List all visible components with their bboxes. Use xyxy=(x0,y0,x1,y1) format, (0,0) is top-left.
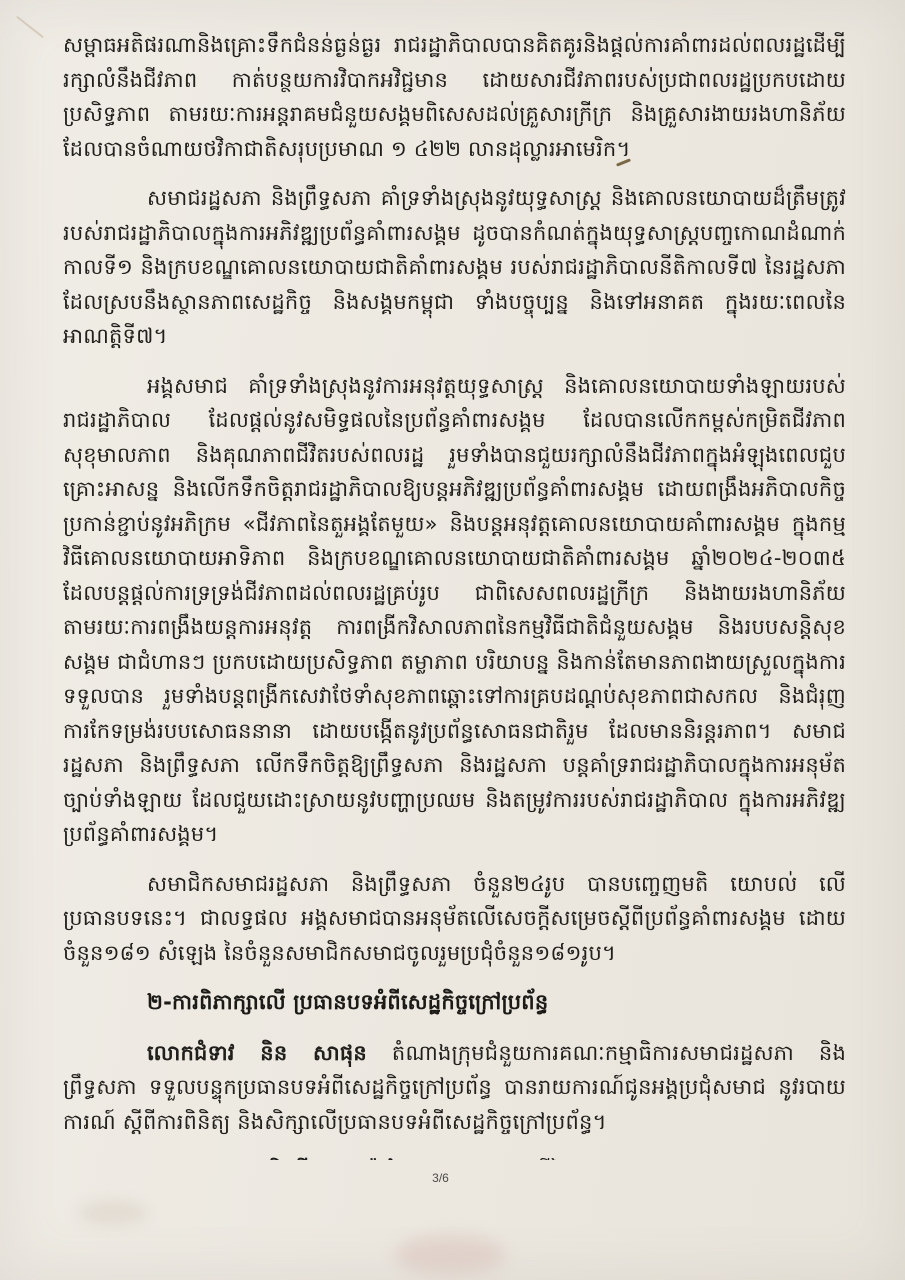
document-body xyxy=(63,28,846,1160)
paragraph-congress-support: អង្គសមាជ គាំទ្រទាំងស្រុងនូវការអនុវត្តយុទ្ធសាស្ត្រ និងគោលនយោបាយទាំងឡាយរបស់រាជរដ្ឋាភិបាល ដែលផ្តល់នូវសមិទ្ធផលនៃប្រព័ន្ធគាំពារសង្គម ដែលបានលើកកម្ពស់កម្រិតជីវភាព សុខុមាលភាព និងគុណភាពជីវិតរបស់ពលរដ្ឋ រួមទាំងបានជួយរក្សាលំនឹងជីវភាពក្នុងអំឡុងពេលជួបគ្រោះអាសន្ន និងលើកទឹកចិត្តរាជរដ្ឋាភិបាលឱ្យបន្តអភិវឌ្ឍប្រព័ន្ធគាំពារសង្គម ដោយពង្រឹងអភិបាលកិច្ច ប្រកាន់ខ្ជាប់នូវអភិក្រម «ជីវភាពនៃតួអង្គតែមួយ» និងបន្តអនុវត្តគោលនយោបាយគាំពារសង្គម ក្នុងកម្មវិធីគោលនយោបាយអាទិភាព និងក្របខណ្ឌគោលនយោបាយជាតិគាំពារសង្គម ឆ្នាំ២០២៤-២០៣៥ ដែលបន្តផ្តល់ការទ្រទ្រង់ជីវភាពដល់ពលរដ្ឋគ្រប់រូប ជាពិសេសពលរដ្ឋក្រីក្រ និងងាយរងហានិភ័យ តាមរយៈការពង្រឹងយន្តការអនុវត្ត ការពង្រីកវិសាលភាពនៃកម្មវិធីជាតិជំនួយសង្គម និងរបបសន្តិសុខសង្គម ជាជំហានៗ ប្រកបដោយប្រសិទ្ធភាព តម្លាភាព បរិយាបន្ន និងកាន់តែមានភាពងាយស្រួលក្នុងការទទួលបាន រួមទាំងបន្តពង្រីកសេវាថែទាំសុខភាពឆ្ពោះទៅការគ្របដណ្តប់សុខភាពជាសកល និងជំរុញការកែទម្រង់របបសោធននានា ដោយបង្កើតនូវប្រព័ន្ធសោធនជាតិរួម ដែលមាននិរន្តរភាព។ សមាជរដ្ឋសភា និងព្រឹទ្ធសភា លើកទឹកចិត្តឱ្យព្រឹទ្ធសភា និងរដ្ឋសភា បន្តគាំទ្ររាជរដ្ឋាភិបាលក្នុងការអនុម័តច្បាប់ទាំងឡាយ ដែលជួយដោះស្រាយនូវបញ្ហាប្រឈម និងតម្រូវការរបស់រាជរដ្ឋាភិបាល ក្នុងការអភិវឌ្ឍប្រព័ន្ធគាំពារសង្គម។ xyxy=(63,373,846,846)
scan-smudge-artifact xyxy=(395,1235,505,1275)
paragraph-rapporteur xyxy=(63,1036,846,1140)
speaker-name-prime-minister xyxy=(147,1159,433,1160)
paragraph-strategy-support: សមាជរដ្ឋសភា និងព្រឹទ្ធសភា គាំទ្រទាំងស្រុងនូវយុទ្ធសាស្ត្រ និងគោលនយោបាយដ៏ត្រឹមត្រូវរបស់រាជរដ្ឋាភិបាលក្នុងការអភិវឌ្ឍប្រព័ន្ធគាំពារសង្គម ដូចបានកំណត់ក្នុងយុទ្ធសាស្ត្របញ្ចកោណដំណាក់កាលទី១ និងក្របខណ្ឌគោលនយោបាយជាតិគាំពារសង្គម របស់រាជរដ្ឋាភិបាលនីតិកាលទី៧ នៃរដ្ឋសភា ដែលស្របនឹងស្ថានភាពសេដ្ឋកិច្ច និងសង្គមកម្ពុជា ទាំងបច្ចុប្បន្ន និងទៅអនាគត ក្នុងរយៈពេលនៃអាណត្តិទី៧។ xyxy=(63,186,846,348)
scan-smudge-artifact xyxy=(78,1200,148,1226)
paragraph-rapporteur-text: តំណាងក្រុមជំនួយការគណៈកម្មាធិការសមាជរដ្ឋសភា និងព្រឹទ្ធសភា ទទួលបន្ទុកប្រធានបទអំពីសេដ្ឋកិច្ចក្រៅប្រព័ន្ធ បានរាយការណ៍ជូនអង្គប្រជុំសមាជ នូវរបាយការណ៍ ស្តីពីការពិនិត្យ និងសិក្សាលើប្រធានបទអំពីសេដ្ឋកិច្ចក្រៅប្រព័ន្ធ។ xyxy=(63,1040,846,1134)
page-footer xyxy=(0,1171,905,1185)
scan-scratch-artifact xyxy=(16,16,44,39)
section-heading-informal-economy: ២-ការពិភាក្សាលើ ប្រធានបទអំពីសេដ្ឋកិច្ចក្រៅប្រព័ន្ធ xyxy=(147,990,549,1014)
speaker-name-rapporteur: លោកជំទាវ និន សាផុន xyxy=(147,1040,367,1065)
paragraph-prime-minister xyxy=(63,1154,846,1160)
paragraph-vote-result: សមាជិកសមាជរដ្ឋសភា និងព្រឹទ្ធសភា ចំនួន២៤រូប បានបញ្ចេញមតិ យោបល់ លើប្រធានបទនេះ។ ជាលទ្ធផល អង្គសមាជបានអនុម័តលើសេចក្តីសម្រេចស្តីពីប្រព័ន្ធគាំពារសង្គម ដោយចំនួន១៨១ សំឡេង នៃចំនួនសមាជិកសមាជចូលរួមប្រជុំចំនួន១៨១រូប។ xyxy=(63,871,846,965)
paragraph-continuation: សម្ពាធអតិផរណានិងគ្រោះទឹកជំនន់ធ្ងន់ធ្ងរ រាជរដ្ឋាភិបាលបានគិតគូរនិងផ្តល់ការគាំពារដល់ពលរដ្ឋដើម្បីរក្សាលំនឹងជីវភាព កាត់បន្ថយការវិបាកអវិជ្ជមាន ដោយសារជីវភាពរបស់ប្រជាពលរដ្ឋប្រកបដោយប្រសិទ្ធភាព តាមរយៈការអន្តរាគមជំនួយសង្គមពិសេសដល់គ្រួសារក្រីក្រ និងគ្រួសារងាយរងហានិភ័យ ដែលបានចំណាយថវិកាជាតិសរុបប្រមាណ ១ ៤២២ លានដុល្លារអាមេរិក។ xyxy=(63,33,846,161)
page-number: 3/6 xyxy=(432,1171,449,1185)
